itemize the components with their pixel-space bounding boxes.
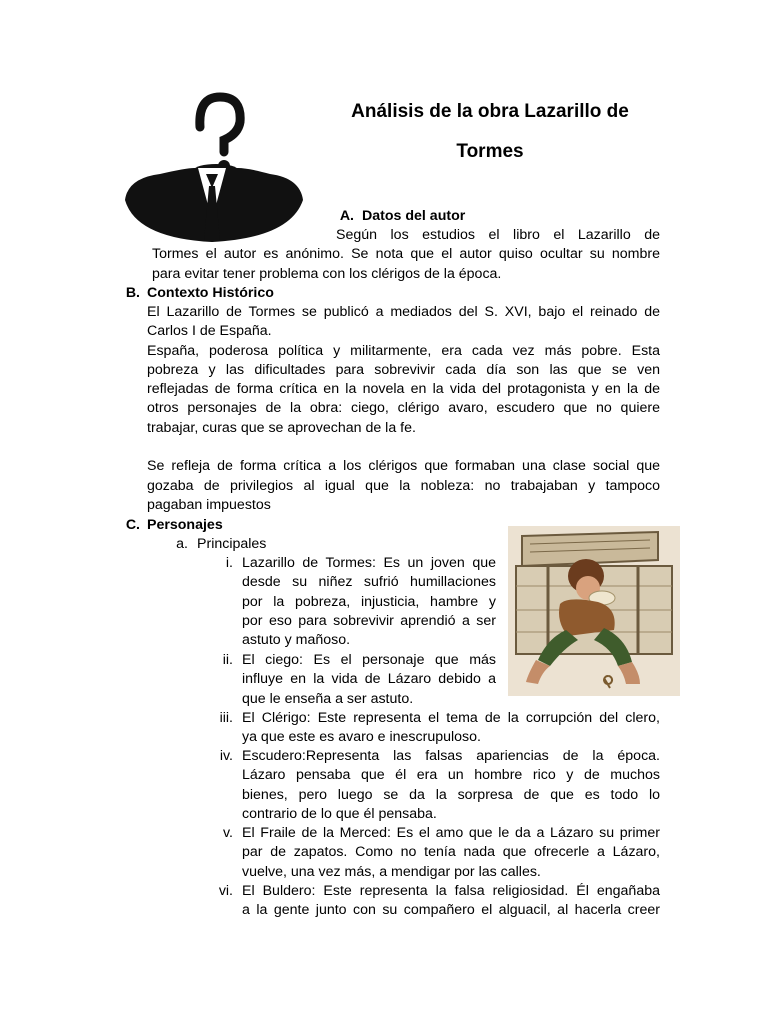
character-item-line: ya que este es avaro e inescrupuloso. <box>242 729 481 746</box>
character-item-line: por eso para sobrevivir aprendió a ser <box>242 612 496 629</box>
headless-suit-illustration <box>120 92 305 242</box>
character-item-line: El Clérigo: Este representa el tema de la corrupción del clero, <box>242 710 660 726</box>
character-item-line: astuto y mañoso. <box>242 632 351 649</box>
character-item-number: iii. <box>219 710 233 726</box>
section-b-line: otros personajes de la obra: ciego, clérigo avaro, escudero que no quiere <box>147 400 660 417</box>
section-a-line: Tormes el autor es anónimo. Se nota que el autor quiso ocultar su nombre <box>152 246 660 262</box>
character-item-line: El Buldero: Este representa la falsa religiosidad. Él engañaba <box>242 883 660 899</box>
section-a-line: Según los estudios el libro el Lazarillo de <box>336 227 660 243</box>
section-b-marker: B. <box>125 285 140 301</box>
character-item-number: v. <box>223 825 233 841</box>
title-line-2: Tormes <box>456 141 524 162</box>
section-b-line: pobreza y las dificultades para sobrevivir cada día son las que se ven <box>147 361 660 378</box>
section-b-line: Se refleja de forma crítica a los clérigos que formaban una clase social que <box>147 458 660 475</box>
character-item-line: par de zapatos. Como no tenía nada que ofrecerle a Lázaro, <box>242 844 660 861</box>
character-item-line: contrario de lo que él pensaba. <box>242 805 437 822</box>
character-item-text <box>242 882 660 921</box>
title-line-1: Análisis de la obra Lazarillo de <box>351 101 629 122</box>
character-item-text <box>242 651 496 709</box>
section-b-line: trabajar, curas que se aprovechan de la fe. <box>147 419 416 436</box>
character-item-line: Escudero:Representa las falsas apariencias de la época. <box>242 748 660 764</box>
character-item-number: vi. <box>218 883 233 899</box>
section-b-heading: Contexto Histórico <box>147 285 274 301</box>
section-b-body <box>147 303 660 515</box>
subsection-a-marker: a. <box>176 536 188 552</box>
lazarillo-chest-illustration <box>508 526 680 696</box>
section-b-line: Carlos I de España. <box>147 323 272 340</box>
section-a-heading: Datos del autor <box>362 208 466 224</box>
character-item-line: influye en la vida de Lázaro debido a <box>242 671 496 688</box>
section-b-line: reflejadas de forma crítica en la novela en la vida del protagonista y en la de <box>147 381 660 398</box>
character-item-line: a la gente junto con su compañero el alguacil, al hacerla creer <box>242 902 660 919</box>
section-c-heading: Personajes <box>147 517 223 533</box>
section-b-line: El Lazarillo de Tormes se publicó a mediados del S. XVI, bajo el reinado de <box>147 304 660 320</box>
character-item-number: iv. <box>219 748 233 764</box>
character-item-line: por la pobreza, injusticia, hambre y <box>242 593 496 610</box>
character-item-line: El ciego: Es el personaje que más <box>242 652 496 668</box>
character-item-text <box>242 554 496 650</box>
character-item-line: desde su niñez sufrió humillaciones <box>242 574 496 591</box>
subsection-a-heading: Principales <box>197 536 267 552</box>
section-b-line: pagaban impuestos <box>147 496 271 513</box>
section-b-line: España, poderosa política y militarmente, era cada vez más pobre. Esta <box>147 342 660 359</box>
section-b-line: gozaba de privilegios al igual que la nobleza: no trabajaban y tampoco <box>147 477 660 494</box>
character-item-line: Lazarillo de Tormes: Es un joven que <box>242 555 496 571</box>
character-item-text <box>242 824 660 882</box>
character-item-number: i. <box>225 555 233 571</box>
character-item-line: bienes, pero luego se da la sorpresa de que es todo lo <box>242 786 660 803</box>
character-item-line: que le enseña a ser astuto. <box>242 690 414 707</box>
section-c-marker: C. <box>125 517 140 533</box>
character-item-number: ii. <box>222 652 233 668</box>
character-item-line: Lázaro pensaba que él era un hombre rico y de muchos <box>242 767 660 784</box>
character-item-text <box>242 709 660 748</box>
section-a-marker: A. <box>339 208 354 224</box>
character-item-line: vuelve, una vez más, a mendigar por las calles. <box>242 863 541 880</box>
character-item-text <box>242 747 660 824</box>
section-a-line: para evitar tener problema con los clérigos de la época. <box>152 266 502 282</box>
character-item-line: El Fraile de la Merced: Es el amo que le da a Lázaro su primer <box>242 825 660 841</box>
document-title <box>300 92 680 172</box>
